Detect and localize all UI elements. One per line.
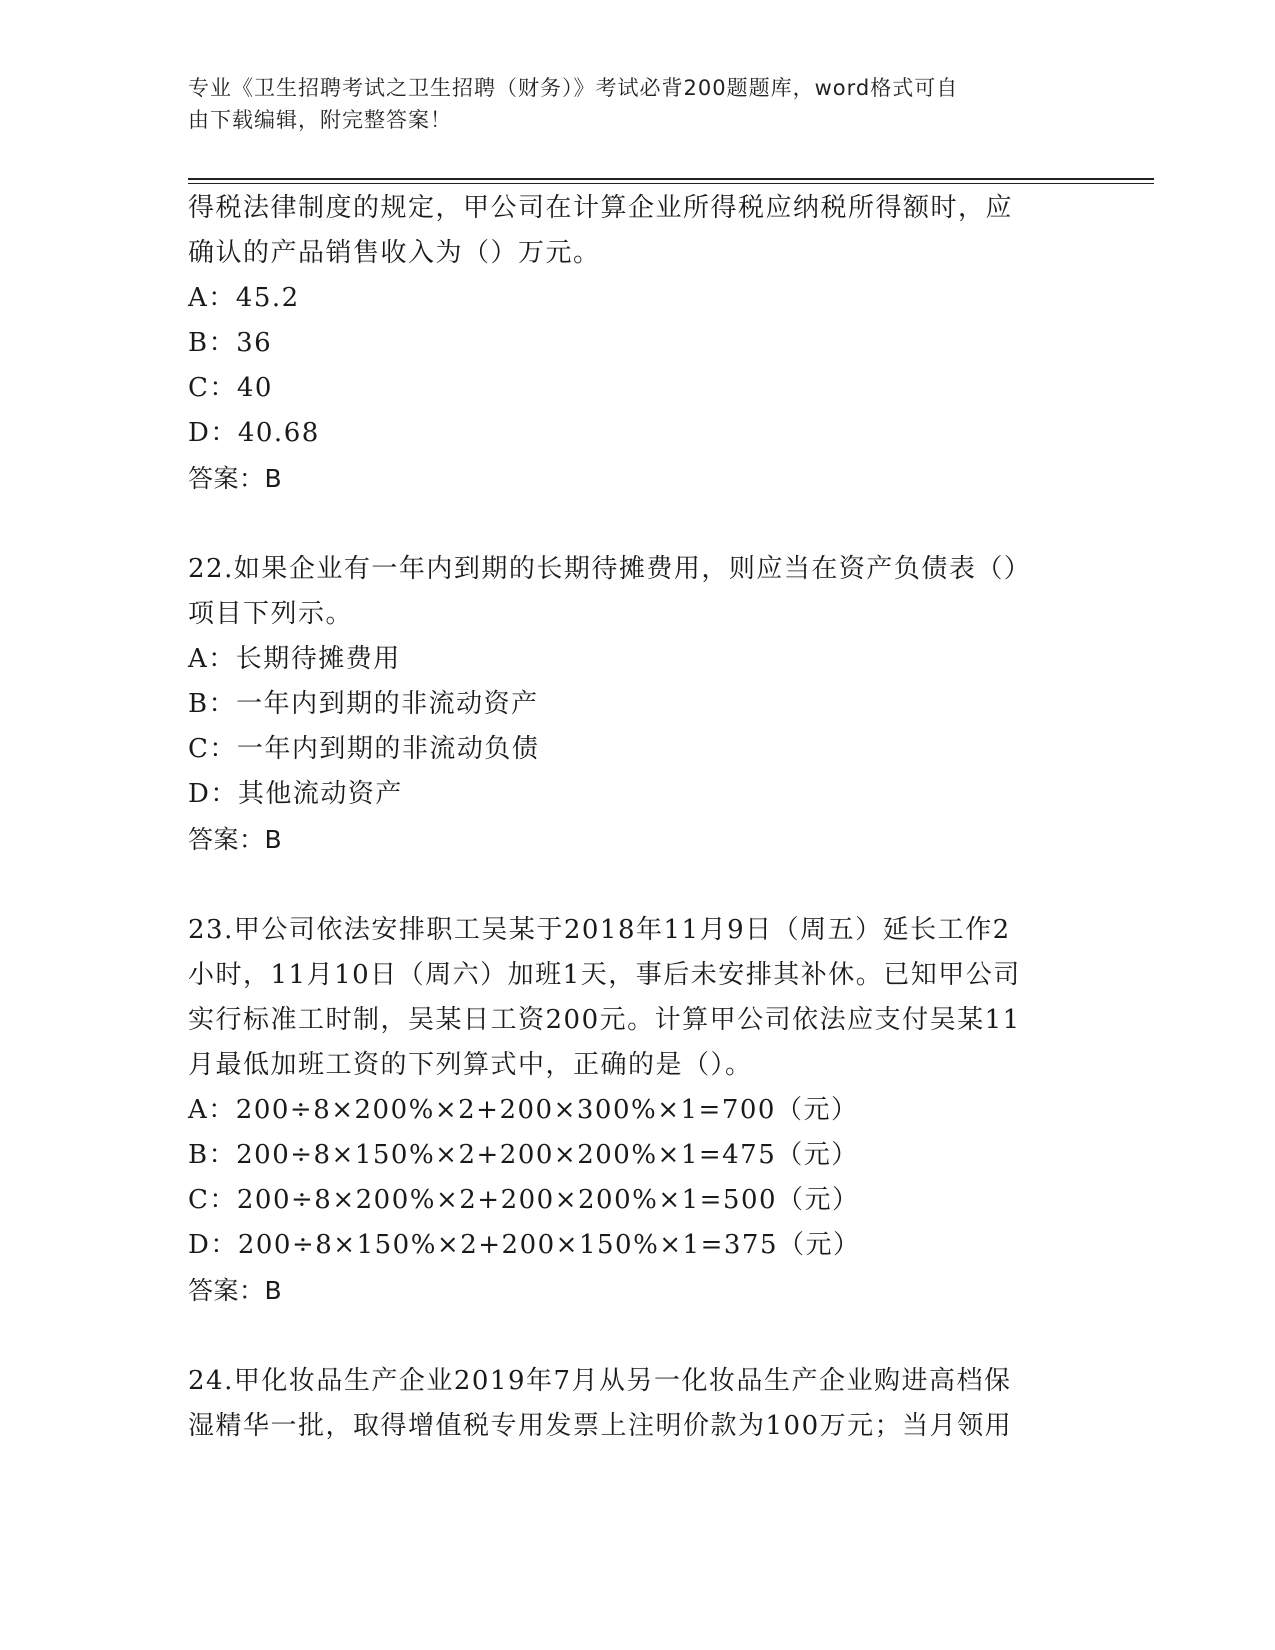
header-divider-thin [188,183,1154,184]
option-d: D：40.68 [188,418,320,448]
question-stem-line: 23.甲公司依法安排职工吴某于2018年11月9日（周五）延长工作2 [188,915,1011,945]
question-gap [188,862,1088,908]
question-stem-line: 24.甲化妆品生产企业2019年7月从另一化妆品生产企业购进高档保 [188,1366,1012,1396]
question-stem-line: 项目下列示。 [188,599,354,629]
option-d: D：200÷8×150%×2+200×150%×1=375（元） [188,1230,861,1260]
question-stem-line: 得税法律制度的规定，甲公司在计算企业所得税应纳税所得额时，应 [188,193,1014,223]
question-gap [188,501,1088,547]
option-c: C：一年内到期的非流动负债 [188,734,540,764]
answer-line: 答案：B [188,464,283,493]
question-gap [188,1313,1088,1359]
question-stem-line: 小时，11月10日（周六）加班1天，事后未安排其补休。已知甲公司 [188,960,1021,990]
option-a: A：长期待摊费用 [188,644,401,674]
option-b: B：200÷8×150%×2+200×200%×1=475（元） [188,1140,859,1170]
question-list [188,186,1088,1449]
option-c: C：200÷8×200%×2+200×200%×1=500（元） [188,1185,860,1215]
question-stem-line: 实行标准工时制，吴某日工资200元。计算甲公司依法应支付吴某11 [188,1005,1021,1035]
header-line-2: 由下载编辑，附完整答案！ [188,108,452,132]
option-a: A：200÷8×200%×2+200×300%×1=700（元） [188,1095,859,1125]
option-b: B：36 [188,328,273,358]
question-stem-line: 月最低加班工资的下列算式中，正确的是（）。 [188,1050,753,1080]
question-stem-line: 22.如果企业有一年内到期的长期待摊费用，则应当在资产负债表（） [188,554,1032,584]
answer-line: 答案：B [188,1276,283,1305]
option-a: A：45.2 [188,283,300,313]
question-21 [188,186,1088,501]
option-b: B：一年内到期的非流动资产 [188,689,539,719]
header-divider-thick [188,178,1154,180]
header-line-1: 专业《卫生招聘考试之卫生招聘（财务）》考试必背200题题库，word格式可自 [188,76,959,100]
document-header [188,72,1068,136]
question-24 [188,1359,1088,1449]
question-stem-line: 确认的产品销售收入为（）万元。 [188,238,601,268]
question-stem-line: 湿精华一批，取得增值税专用发票上注明价款为100万元；当月领用 [188,1411,1013,1441]
question-23 [188,908,1088,1313]
option-c: C：40 [188,373,273,403]
answer-line: 答案：B [188,825,283,854]
question-22 [188,547,1088,862]
option-d: D：其他流动资产 [188,779,403,809]
